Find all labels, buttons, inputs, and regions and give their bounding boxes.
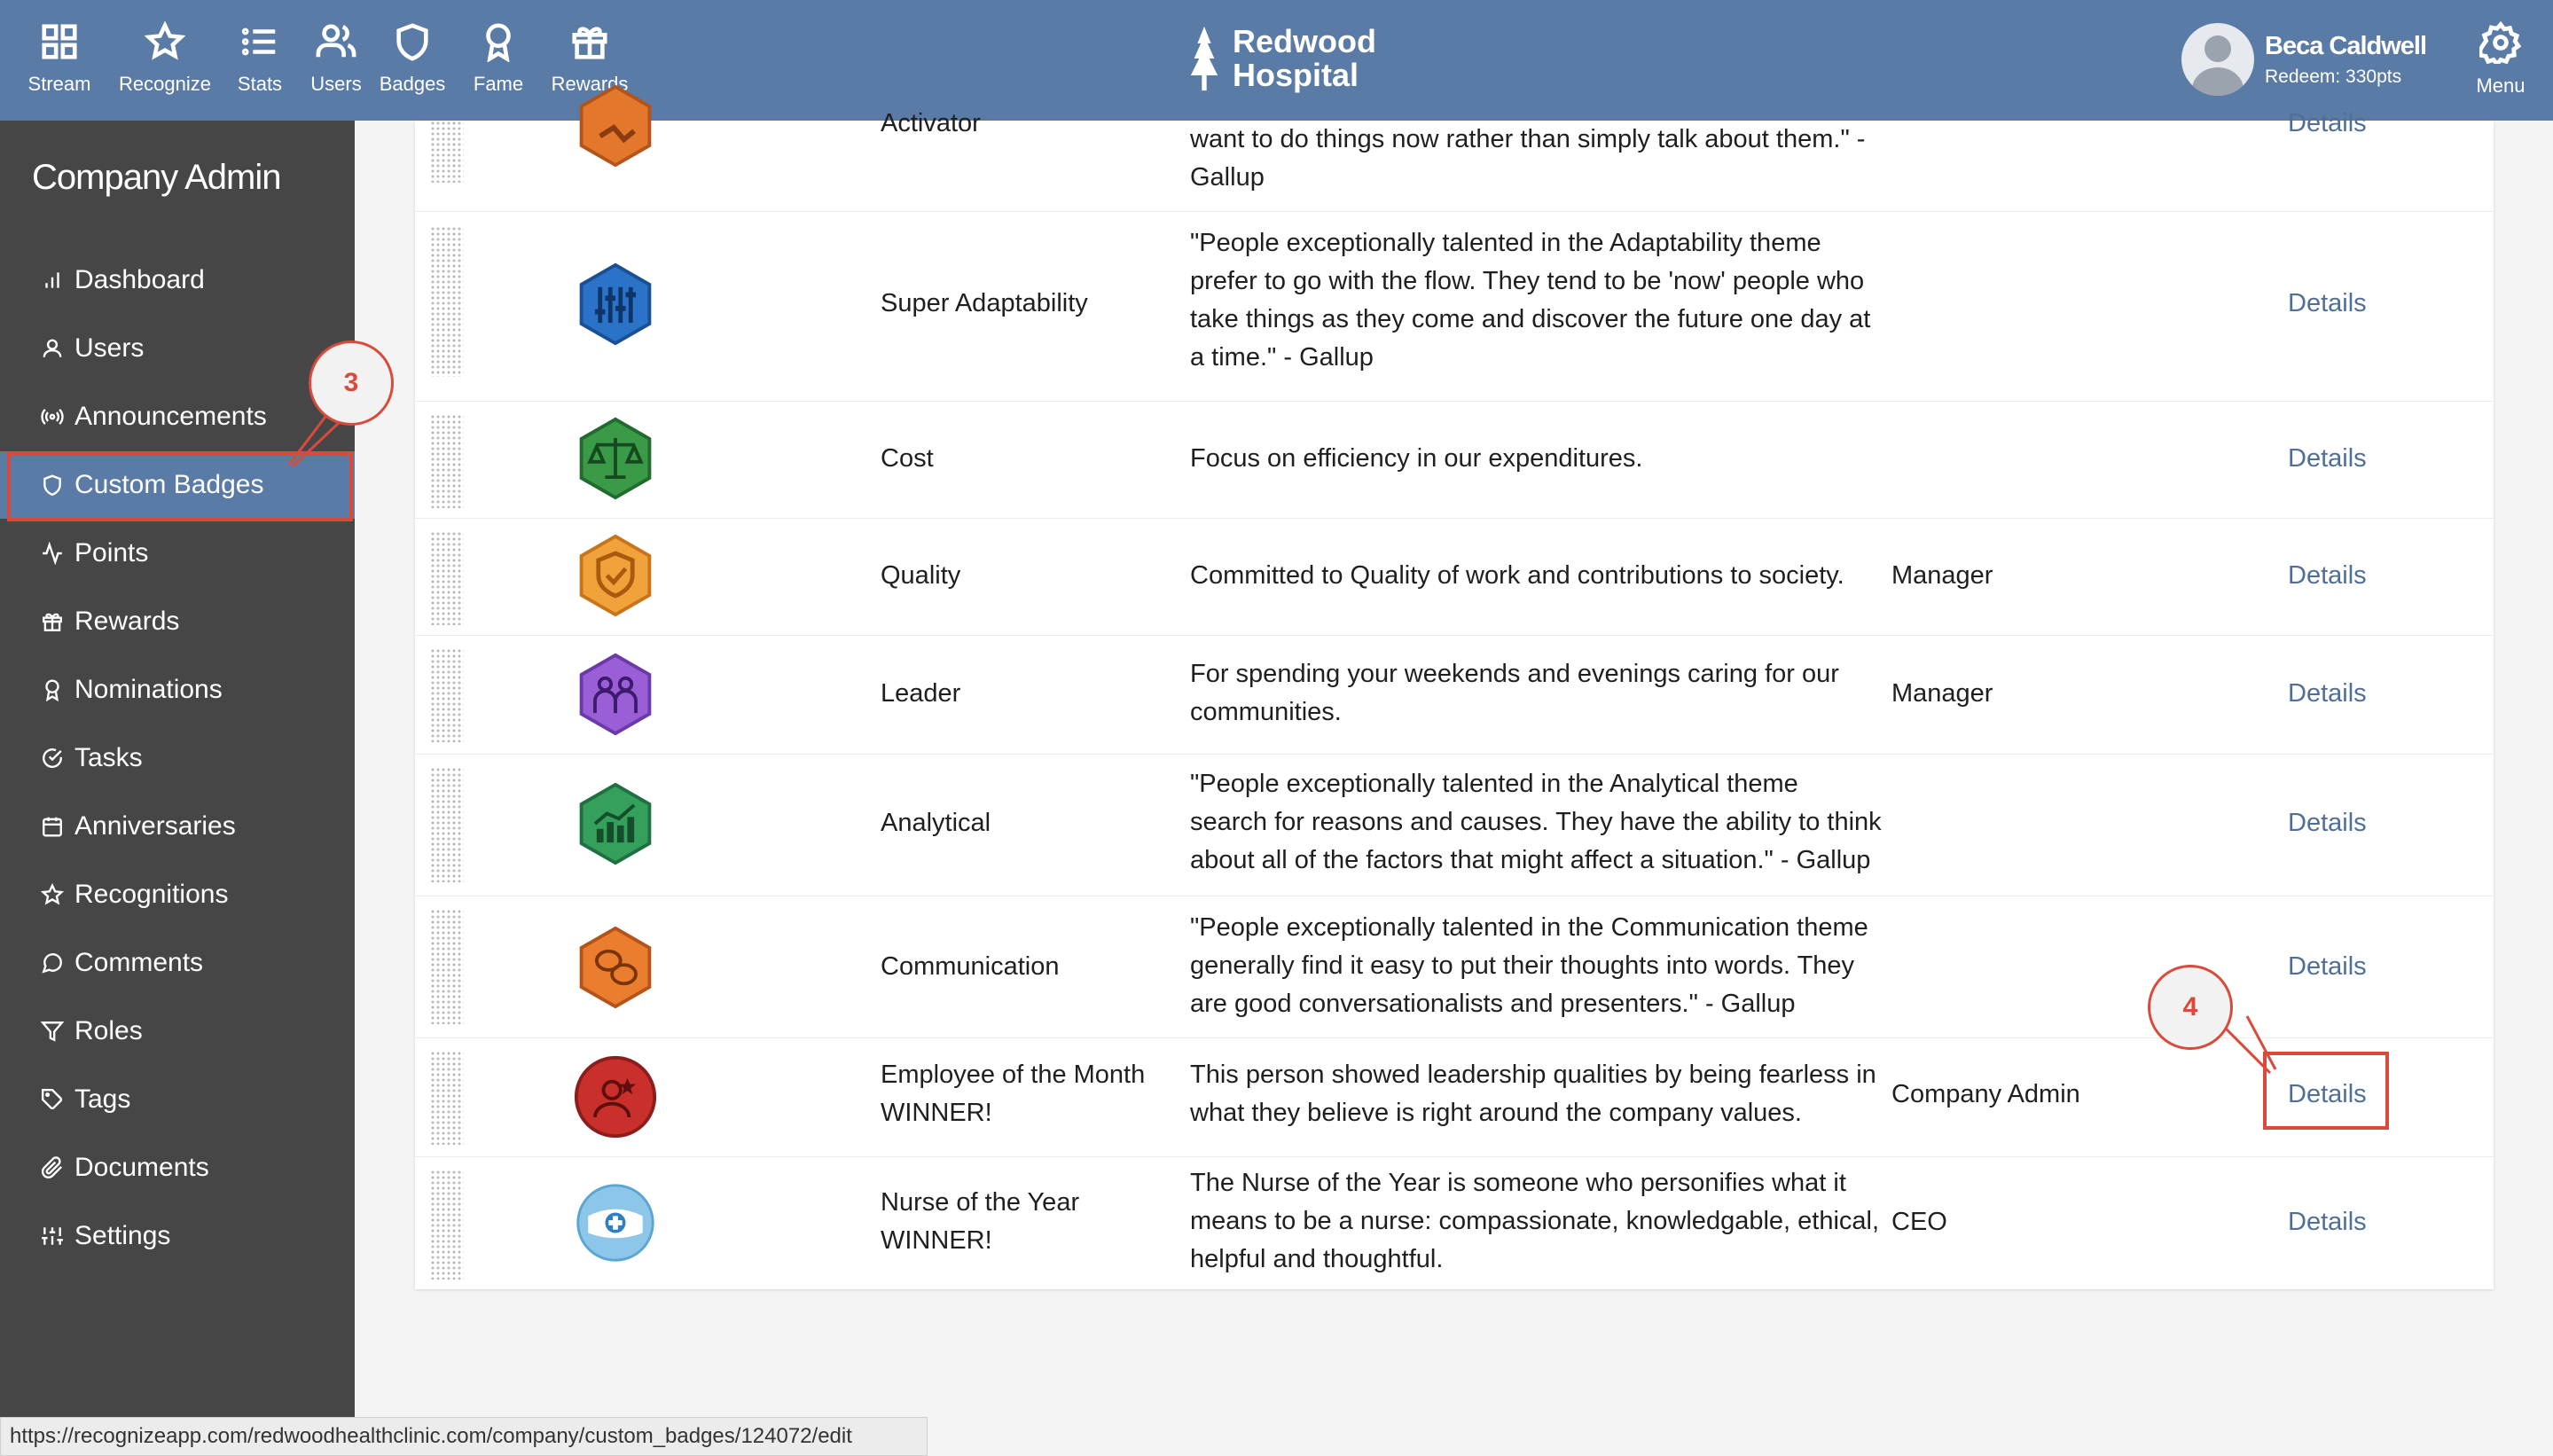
sidebar-item-label: Dashboard	[74, 265, 205, 294]
details-link[interactable]: Details	[2288, 289, 2367, 317]
highlight-custom-badges	[7, 452, 353, 521]
details-link[interactable]: Details	[2288, 952, 2367, 981]
badge-description: "People exceptionally talented in the Communication theme generally find it easy to put their thoughts into words. They are good conversationalists and presenters." - Gallup	[1190, 913, 1868, 1018]
sidebar-item-label: Rewards	[74, 607, 180, 636]
badge-name: Quality	[881, 561, 961, 590]
sidebar-item-label: Tasks	[74, 743, 143, 772]
nav-label: Badges	[379, 73, 446, 95]
badge-name: Analytical	[881, 809, 991, 837]
badge-name: Super Adaptability	[881, 289, 1088, 317]
details-link[interactable]: Details	[2288, 1080, 2367, 1108]
details-link[interactable]: Details	[2288, 444, 2367, 473]
user-name: Beca Caldwell	[2265, 31, 2427, 60]
badge-name: Activator	[881, 109, 981, 137]
sidebar-item-label: Points	[74, 538, 149, 568]
badge-description: Focus on efficiency in our expenditures.	[1190, 444, 1643, 473]
logo-line-1: Redwood	[1233, 23, 1376, 59]
nav-label: Users	[310, 73, 362, 95]
details-link[interactable]: Details	[2288, 1208, 2367, 1236]
badge-name: Cost	[881, 444, 934, 473]
badge-description: For spending your weekends and evenings caring for our communities.	[1190, 660, 1839, 726]
logo-line-2: Hospital	[1233, 57, 1359, 93]
sidebar-title: Company Admin	[32, 158, 281, 197]
nav-label: Fame	[473, 73, 524, 95]
details-link[interactable]: Details	[2288, 109, 2367, 137]
nav-label: Recognize	[119, 73, 211, 95]
badge-role: Manager	[1891, 561, 1993, 590]
sidebar-item-label: Nominations	[74, 675, 223, 704]
sidebar-item-label: Anniversaries	[74, 811, 236, 841]
sidebar-item-label: Documents	[74, 1153, 209, 1182]
badge-description: "People exceptionally talented in the Analytical theme search for reasons and causes. They have the ability to think about all of the factors that might affect a situation." - Gallup	[1190, 770, 1882, 874]
nav-label: Rewards	[551, 73, 629, 95]
step-callout: 3	[309, 341, 394, 426]
sidebar-item-label: Tags	[74, 1084, 131, 1114]
highlight-details	[2263, 1052, 2389, 1130]
badge-role: CEO	[1891, 1208, 1947, 1236]
badge-role: Company Admin	[1891, 1080, 2080, 1108]
badge-description: Committed to Quality of work and contributions to society.	[1190, 561, 1844, 590]
sidebar-item-label: Comments	[74, 948, 204, 977]
badge-name: Employee of the Month WINNER!	[881, 1061, 1146, 1127]
sidebar-item-label: Announcements	[74, 402, 267, 431]
sidebar-item-label: Recognitions	[74, 880, 229, 909]
sidebar-item-label: Custom Badges	[74, 470, 264, 499]
step-callout: 4	[2148, 965, 2233, 1050]
details-link[interactable]: Details	[2288, 561, 2367, 590]
details-link[interactable]: Details	[2288, 809, 2367, 837]
badge-name: Leader	[881, 679, 961, 708]
nav-label: Stream	[27, 73, 91, 95]
badge-description: This person showed leadership qualities by being fearless in what they believe is right around the company values.	[1190, 1061, 1876, 1127]
sidebar-item-label: Users	[74, 333, 145, 363]
badge-name: Nurse of the Year WINNER!	[881, 1188, 1080, 1255]
menu-label: Menu	[2476, 74, 2526, 97]
nav-label: Stats	[237, 73, 283, 95]
badge-name: Communication	[881, 952, 1060, 981]
badge-role: Manager	[1891, 679, 1993, 708]
details-link[interactable]: Details	[2288, 679, 2367, 708]
badge-description: "People exceptionally talented in the Adaptability theme prefer to go with the flow. They tend to be 'now' people who take things as they come and discover the future one day at a time." - Gallup	[1190, 229, 1871, 372]
badge-description: want to do things now rather than simply talk about them." - Gallup	[1190, 125, 1866, 192]
status-url: https://recognizeapp.com/redwoodhealthclinic.com/company/custom_badges/124072/edit	[0, 1417, 928, 1456]
badge-description: The Nurse of the Year is someone who personifies what it means to be a nurse: compassionate, knowledgable, ethical, helpful and thoughtful.	[1190, 1169, 1880, 1273]
sidebar-item-label: Settings	[74, 1221, 171, 1250]
sidebar-item-label: Roles	[74, 1016, 143, 1045]
redeem-points[interactable]: Redeem: 330pts	[2265, 66, 2402, 87]
